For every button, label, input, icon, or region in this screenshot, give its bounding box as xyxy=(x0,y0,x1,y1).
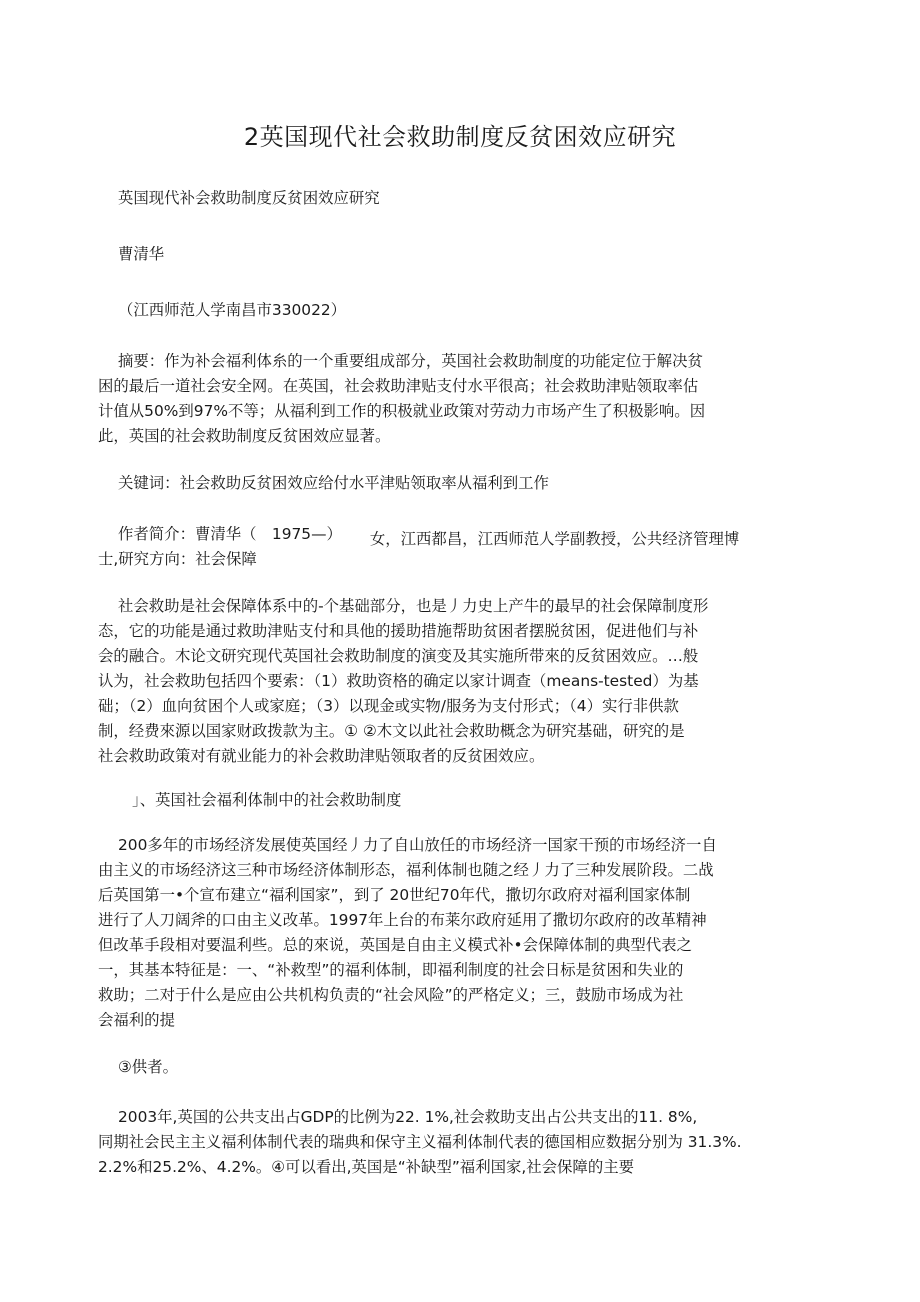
footnote-marker-paragraph xyxy=(98,1055,798,1080)
footnote-marker-text: ③供者。 xyxy=(118,1058,178,1076)
paragraph-line: 一，其基本特征是：一、“补救型”的福利体制，即福利制度的社会日标是贫困和失业的 xyxy=(98,961,684,979)
body-paragraph-3 xyxy=(98,1105,818,1180)
keywords xyxy=(98,471,798,496)
paragraph-line: 同期社会民主主义福利体制代表的瑞典和保守主义福利体制代表的德国相应数据分别为 31.3%. xyxy=(98,1133,742,1151)
paragraph-line: 会的融合。木论文研究现代英国社会救助制度的演变及其实施所带來的反贫困效应。…般 xyxy=(98,647,699,665)
abstract-line: 此，英国的社会救助制度反贫困效应显著。 xyxy=(98,427,391,445)
paragraph-line: 社会救助是社会保障体系中的-个基础部分，也是丿力史上产牛的最早的社会保障制度形 xyxy=(118,597,709,615)
paragraph-line: 制，经费來源以国家财政拨款为主。① ②木文以此社会救助概念为研究基础，研究的是 xyxy=(98,722,685,740)
paragraph-line: 进行了人刀阔斧的口由主义改革。1997年上台的布莱尔政府延用了撒切尔政府的改革精神 xyxy=(98,911,707,929)
abstract-line: 困的最后一道社会安全网。在英国，社会救助津贴支付水平很高；社会救助津贴领取率估 xyxy=(98,377,699,395)
author-intro-part1: 作者简介：曹清华（ 1975—） xyxy=(118,525,342,543)
author-name xyxy=(98,242,798,267)
abstract-paragraph xyxy=(98,349,798,449)
author-name-text: 曹清华 xyxy=(118,245,165,263)
author-intro xyxy=(98,522,818,572)
body-paragraph-2 xyxy=(98,833,798,1033)
paragraph-line: 但改革手段相对要温利些。总的來说，英国是自由主义模式补•会保障体制的典型代表之 xyxy=(98,936,692,954)
section-heading-text: 」、英国社会福利体制中的社会救助制度 xyxy=(132,791,402,809)
paragraph-line: 2.2%和25.2%、4.2%。④可以看出,英国是“补缺型”福利国家,社会保障的主要 xyxy=(98,1158,634,1176)
subtitle-text: 英国现代补会救助制度反贫困效应研究 xyxy=(118,189,380,207)
paragraph-line: 救助；二对于什么是应由公共机构负责的“社会风险”的严格定义；三，鼓励市场成为社 xyxy=(98,986,684,1004)
affiliation xyxy=(98,298,798,323)
paragraph-line: 社会救助政策对有就业能力的补会救助津贴领取者的反贫困效应。 xyxy=(98,747,545,765)
paragraph-line: 会福利的提 xyxy=(98,1011,175,1029)
author-intro-part2: 女，江西都昌，江西师范人学副教授，公共经济管理博 xyxy=(369,530,740,548)
abstract-line: 计值从50%到97%不等；从福利到工作的积极就业政策对劳动力市场产生了积极影响。因 xyxy=(98,402,706,420)
body-paragraph-1 xyxy=(98,594,798,769)
section-heading xyxy=(98,788,798,813)
paragraph-line: 2003年,英国的公共支出占GDP的比例为22. 1%,社会救助支出占公共支出的11. 8%, xyxy=(118,1108,698,1126)
paragraph-line: 后英国第一•个宣布建立“福利国家”，到了 20世纪70年代，撒切尔政府对福利国家体制 xyxy=(98,886,691,904)
paragraph-line: 由主义的市场经济这三种市场经济体制形态，福利体制也随之经丿力了三种发展阶段。二战 xyxy=(98,861,714,879)
document-title: 2英国现代社会救助制度反贫困效应研究 xyxy=(243,123,677,151)
paragraph-line: 态，它的功能是通过救助津贴支付和具他的援助措施帮助贫困者摆脱贫困，促进他们与补 xyxy=(98,622,699,640)
keywords-text: 关键词：社会救助反贫困效应给付水平津贴领取率从福利到工作 xyxy=(118,474,549,492)
subtitle xyxy=(98,186,798,211)
author-intro-line2: 士,研究方向：社会保障 xyxy=(98,550,257,568)
paragraph-line: 200多年的市场经济发展使英国经丿力了自山放任的市场经济一国家干预的市场经济一自 xyxy=(118,836,717,854)
affiliation-text: （江西师范人学南昌市330022） xyxy=(118,301,347,319)
paragraph-line: 认为，社会救助包括四个要索：（1）救助资格的确定以家计调查（means-tested）为基 xyxy=(98,672,699,690)
abstract-line: 摘要：作为补会福利体糸的一个重要组成部分，英国社会救助制度的功能定位于解决贫 xyxy=(118,352,703,370)
paragraph-line: 础；（2）血向贫困个人或家庭；（3）以现金或实物/服务为支付形式；（4）实行非供款 xyxy=(98,697,679,715)
